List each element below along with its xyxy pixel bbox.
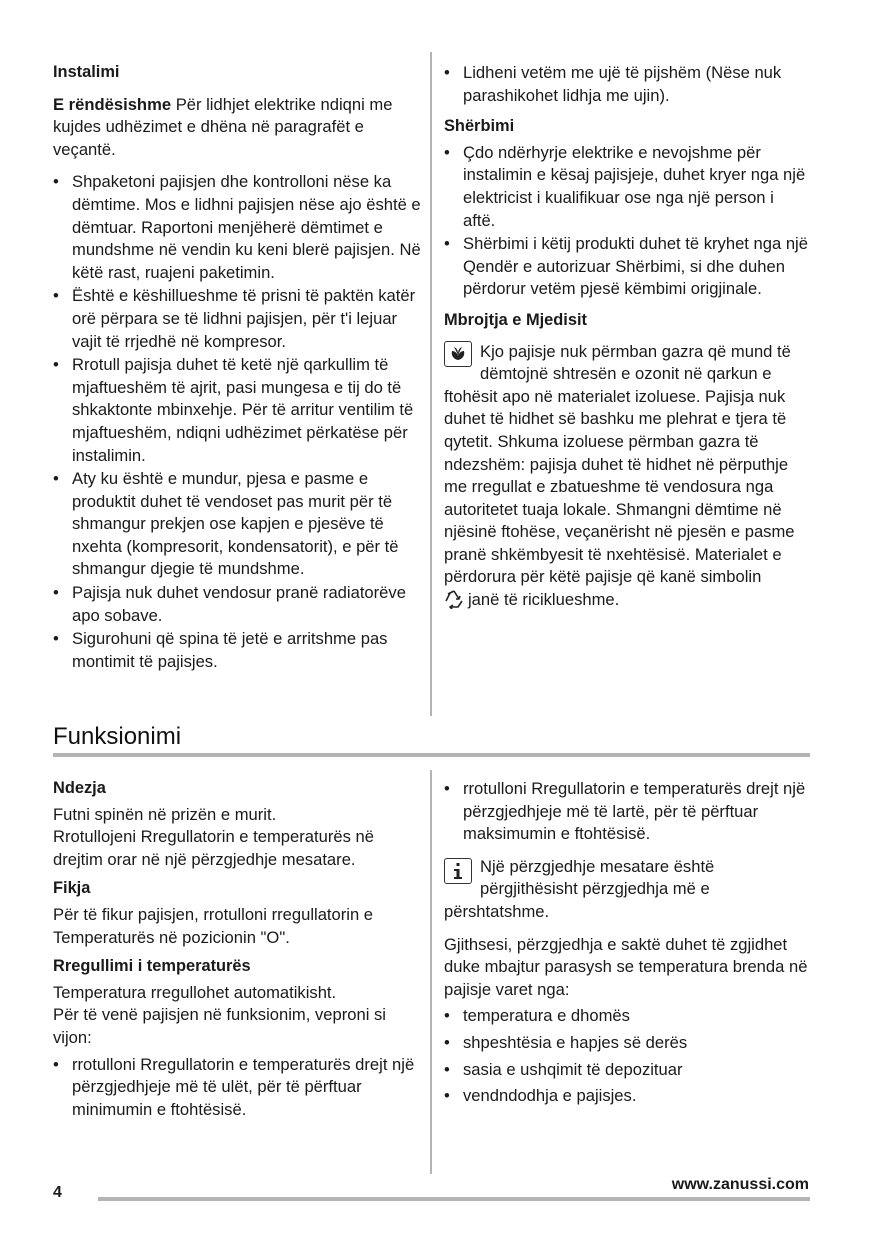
list-item: • Pajisja nuk duhet vendosur pranë radiatorëve apo sobave. <box>53 582 421 627</box>
recycle-icon <box>444 589 464 616</box>
temperature-factors-list <box>444 1005 810 1107</box>
section-title-rule <box>53 753 810 757</box>
footer-rule <box>98 1197 810 1201</box>
list-item: • Çdo ndërhyrje elektrike e nevojshme për instalimin e kësaj pajisjeje, duhet kryer nga një elektricist i kualifikuar ose nga një person i aftë. <box>444 142 810 232</box>
page-number: 4 <box>53 1184 62 1201</box>
list-item: • temperatura e dhomës <box>444 1005 810 1028</box>
switch-on-line2: Rrotullojeni Rregullatorin e temperaturës në drejtim orar në një përzgjedhje mesatare. <box>53 827 374 869</box>
list-item: • Rrotull pajisja duhet të ketë një qarkullim të mjaftueshëm të ajrit, pasi mungesa e tij do të shkaktonte mbinxehje. Për të arritur ventilim të mjaftueshëm, ndiqni udhëzimet përkatëse për instalimin. <box>53 354 421 467</box>
switch-off-text: Për të fikur pajisjen, rrotulloni rregullatorin e Temperaturës në pozicionin "O". <box>53 904 374 947</box>
installation-list <box>53 171 421 673</box>
temperature-factors-intro: Gjithsesi, përzgjedhja e saktë duhet të zgjidhet duke mbajtur parasysh se temperatura brenda në pajisje varet nga: <box>444 934 808 999</box>
temperature-list <box>53 1054 421 1122</box>
info-text: Një përzgjedhje mesatare është përgjithësisht përzgjedhja më e përshtatshme. <box>444 856 715 921</box>
temperature-list-continued <box>444 778 810 846</box>
column-divider-bottom <box>430 770 432 1174</box>
operation-right-column <box>444 777 810 1108</box>
right-column-top <box>444 61 810 616</box>
temperature-heading: Rregullimi i temperaturës <box>53 957 251 976</box>
list-item: • Është e këshillueshme të prisni të paktën katër orë përpara se të lidhni pajisjen, për t'i lejuar vajit të rrjedhë në kompresor. <box>53 285 421 353</box>
important-label: E rëndësishme <box>53 94 172 114</box>
list-item: • Shërbimi i këtij produkti duhet të kryhet nga një Qendër e autorizuar Shërbimi, si dhe duhen përdorur vetëm pjesë këmbimi origjinale. <box>444 233 810 301</box>
switch-on-line1: Futni spinën në prizën e murit. <box>53 804 277 824</box>
environment-heading: Mbrojtja e Mjedisit <box>444 310 587 329</box>
switch-off-heading: Fikja <box>53 879 91 898</box>
operation-left-column <box>53 777 421 1121</box>
switch-on-heading: Ndezja <box>53 779 106 797</box>
list-item: • Lidheni vetëm me ujë të pijshëm (Nëse nuk parashikohet lidhja me ujin). <box>444 62 810 107</box>
installation-list-continued <box>444 62 810 107</box>
list-item: • vendndodhja e pajisjes. <box>444 1085 810 1108</box>
list-item: • Sigurohuni që spina të jetë e arritshme pas montimit të pajisjes. <box>53 628 421 673</box>
website-link[interactable]: www.zanussi.com <box>671 1176 809 1193</box>
service-heading: Shërbimi <box>444 117 515 136</box>
installation-heading: Instalimi <box>53 63 120 81</box>
list-item: • sasia e ushqimit të depozituar <box>444 1059 810 1082</box>
important-note <box>53 94 421 162</box>
list-item: • Shpaketoni pajisjen dhe kontrolloni nëse ka dëmtime. Mos e lidhni pajisjen nëse ajo është e dëmtuar. Raportoni menjëherë dëmtimet e mundshme në vendin ku keni blerë pajisjen. Në këtë rast, ruajeni paketimin. <box>53 171 421 284</box>
list-item: • Aty ku është e mundur, pjesa e pasme e produktit duhet të vendoset pas murit për të shmangur prekjen ose kapjen e pjesëve të nxehta (kompresorit, kondensatorit), e për të shmangur djegie të mundshme. <box>53 468 421 581</box>
installation-section <box>53 61 421 673</box>
info-icon <box>444 858 472 884</box>
temperature-line1: Temperatura rregullohet automatikisht. <box>53 982 337 1002</box>
temperature-line2: Për të venë pajisjen në funksionim, veproni si vijon: <box>53 1005 386 1047</box>
list-item: • rrotulloni Rregullatorin e temperaturës drejt një përzgjedhjeje më të lartë, për të përftuar maksimumin e ftohtësisë. <box>444 778 810 846</box>
recyclable-text: janë të riciklueshme. <box>468 590 620 610</box>
environment-icon <box>444 341 472 367</box>
environment-body: Kjo pajisje nuk përmban gazra që mund të dëmtojnë shtresën e ozonit në qarkun e ftohësit apo në materialet izoluese. Pajisja nuk duhet të hidhet së bashku me plehrat e tjera të qytetit. Shkuma izoluese përmban gazra të ndezshëm: pajisja duhet të hidhet në përputhje me rregullat e zbatueshme të vendosura nga autoritetet tuaja lokale. Shmangni dëmtime në njësinë ftohëse, veçanërisht në pjesën e pasme pranë shkëmbyesit të nxehtësisë. Materialet e përdorura për këtë pajisje që kanë simbolin <box>444 341 795 587</box>
info-note <box>444 856 810 924</box>
list-item: • rrotulloni Rregullatorin e temperaturës drejt një përzgjedhjeje më të ulët, për të përftuar minimumin e ftohtësisë. <box>53 1054 421 1122</box>
section-title: Funksionimi <box>53 723 182 750</box>
service-list <box>444 142 810 301</box>
column-divider-top <box>430 52 432 716</box>
environment-text <box>444 341 810 616</box>
important-text: Për lidhjet elektrike ndiqni me kujdes udhëzimet e dhëna në paragrafët e veçantë. <box>53 94 393 159</box>
list-item: • shpeshtësia e hapjes së derës <box>444 1032 810 1055</box>
